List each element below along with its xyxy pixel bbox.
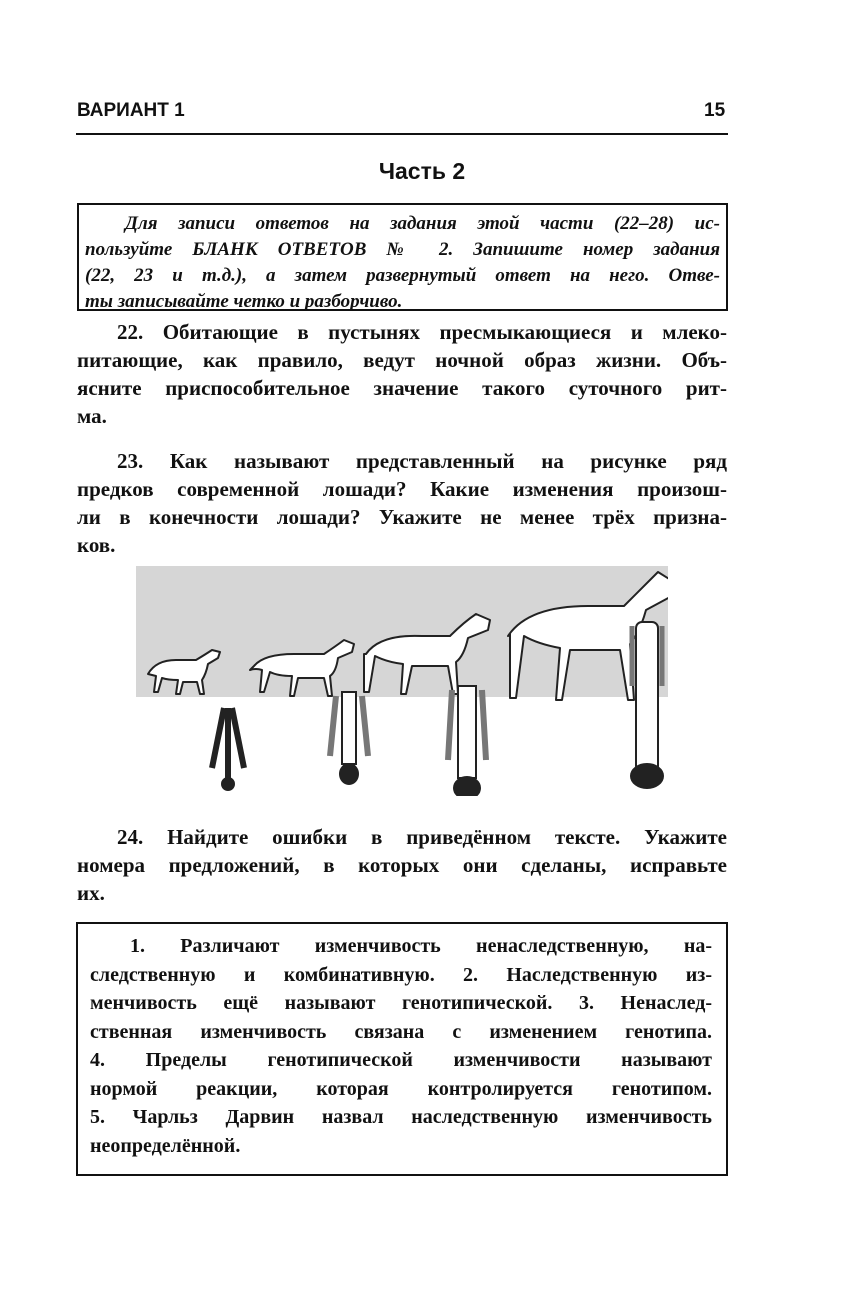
task-24-sentence-line: нормой реакции, которая контролируется генотипом. [90,1077,712,1100]
task-24-sentence-line: следственную и комбинативную. 2. Наследственную из- [90,963,712,986]
header-rule [76,133,728,135]
horse-evolution-figure [136,566,668,796]
task-24-line: их. [77,881,105,905]
task-22-line: ма. [77,404,107,428]
task-24-sentence-line: 1. Различают изменчивость ненаследственную, на- [130,935,712,957]
instructions-line: пользуйте БЛАНК ОТВЕТОВ № 2. Запишите номер задания [85,239,720,260]
task-23 [77,447,727,559]
foot-mesohippus [330,692,368,784]
foot-merychippus [448,686,486,796]
task-24 [77,823,727,907]
task-22 [77,318,727,430]
task-24-sentence-line: ственная изменчивость связана с изменением генотипа. [90,1020,712,1043]
foot-equus [631,622,663,788]
task-24-sentence-line: неопределённой. [90,1134,241,1157]
task-22-line: ясните приспособительное значение такого суточного рит- [77,376,727,400]
page-number: 15 [704,100,726,121]
instructions-line: ты записывайте четко и разборчиво. [85,291,403,312]
task-23-line: ков. [77,533,116,557]
task-22-line: питающие, как правило, ведут ночной образ жизни. Объ- [77,348,727,372]
task-23-line: ли в конечности лошади? Укажите не менее трёх призна- [77,505,727,529]
variant-label: ВАРИАНТ 1 [77,100,185,121]
task-24-sentence-line: 5. Чарльз Дарвин назвал наследственную изменчивость [90,1106,712,1128]
task-24-line: номера предложений, в которых они сделаны, исправьте [77,853,727,877]
task-23-line: предков современной лошади? Какие изменения произош- [77,477,727,501]
task-24-sentence-line: 4. Пределы генотипической изменчивости называют [90,1049,712,1071]
task-24-text-box [76,922,728,1176]
task-24-line: 24. Найдите ошибки в приведённом тексте. Укажите [117,825,727,849]
instructions-line: (22, 23 и т.д.), а затем развернутый ответ на него. Отве- [85,265,720,286]
task-23-line: 23. Как называют представленный на рисунке ряд [117,449,727,473]
section-title: Часть 2 [378,158,466,184]
task-24-sentence-line: менчивость ещё называют генотипической. 3. Ненаслед- [90,992,712,1014]
instructions-line: Для записи ответов на задания этой части (22–28) ис- [125,213,720,234]
instructions-box [77,203,728,311]
foot-eohippus [212,708,244,790]
task-22-line: 22. Обитающие в пустынях пресмыкающиеся и млеко- [117,320,727,344]
